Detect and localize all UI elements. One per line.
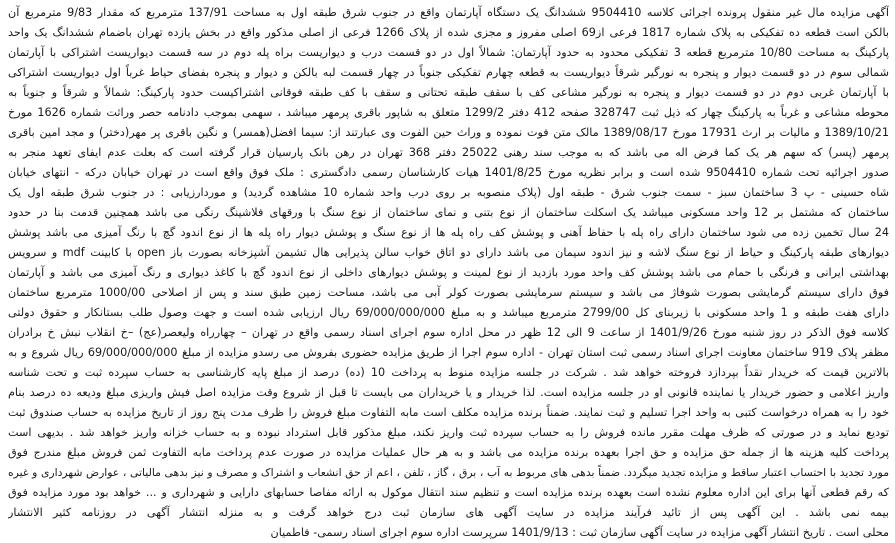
notice-line: 1389/10/21 و مالیات بر ارث 17931 مورخ 1389/08/17 مالک متن فوت نموده و وراث حین الفوت وی عبارتند از: سیما افضل(همسر) و نگین باقری پر مهر(دختر) و مجد امین باقری xyxy=(8,126,889,139)
notice-line: 24 سال تخمین زده می شود ساختمان دارای راه پله با حفاظ آهنی و پوشش کف راه پله ها از نوع سنگ و پوشش دیوار راه پله ها از نوع اندود گچ با رنگ آمیزی می باشد پوشش xyxy=(8,226,889,239)
auction-notice-text xyxy=(8,3,889,543)
notice-line: بالاترین قیمت که خریدار نقداً بپردازد فروخته خواهد شد . شرکت در جلسه مزایده منوط به پرداخت 10 (ده) درصد از مبلغ پایه کارشناسی به حساب سپرده ثبت و تحت شناسه xyxy=(8,366,889,379)
notice-line: تودیع نماید و در صورتی که ظرف مهلت مقرر مانده فروش را به حساب سپرده ثبت واریز نکند، مبلغ مذکور قابل استرداد نبوده و به حساب خزانه واریز خواهد شد . بدیهی است xyxy=(8,426,889,439)
notice-line: شمالی سوم در دو قسمت دیوار و پنجره به نورگیر شرقاً دیواریست به قطعه چهارم تفکیکی جنوباً در چهار قسمت لبه بالکن و دیوار و پنجره بفضای حیاط غرباً اول دیواریست اشتراکی xyxy=(8,66,889,79)
notice-line: مظفر پلاک 919 ساختمان معاونت اجرای اسناد رسمی ثبت استان تهران - اداره سوم اجرا از طریق مزایده حضوری بفروش می رسدو مزایده از مبلغ 69/000/000/000 ریال شروع و به xyxy=(8,346,889,359)
notice-line: صدور اجرائیه تحت شماره 9504410 شده است و برابر نظریه مورخ 1401/8/25 هیات کارشناسان رسمی دادگستری : ملک فوق واقع است در تهران خیابان درکه - انتهای خیابان xyxy=(8,166,889,179)
notice-line: شاه حسینی - پ 3 ساختمان سبز - سمت جنوب شرق - طبقه اول (پلاک منصوبه بر روی درب واحد شماره 10 مشاهده گردید) و موردارزیابی : در جنوب شرق طبقه اول یک xyxy=(8,186,889,199)
notice-line: کلاسه فوق الذکر در روز شنبه مورخ 1401/9/26 از ساعت 9 الی 12 ظهر در محل اداره سوم اجرای اسناد رسمی واقع در تهران – چهارراه ولیعصر(عج) –خ انقلاب نبش خ برادران xyxy=(8,326,889,339)
notice-line: دیوارهای طبقه پارکینگ و حیاط از نوع سنگ لاشه و نیز اندود سیمان می باشد دارای دو اتاق خواب سالن پذیرایی هال تشیمن آشپزخانه بصورت باز open با کابینت mdf و سرویس xyxy=(8,246,889,259)
notice-line: واریز اعلامی و حضور خریدار یا نماینده قانونی او در جلسه مزایده است. لذا خریدار و یا خریداران می بایست تا قبل از شروع وقت مزایده اصل فیش واریزی مبلغ ودیعه ده درصد بنام xyxy=(8,386,889,399)
notice-line: محوطه مشاعی و غرباً به پارکینگ چهار که ذیل ثبت 328747 صفحه 412 دفتر 1299/2 متعلق به شاپور باقری پرمهر میباشد ، سهمی بموجب دادنامه حصر وراثت شماره 1626 مورخ xyxy=(8,106,889,119)
notice-line: مورد تجدید با احتساب اعتبار ساقط و مزایده تجدید میگردد. ضمناً بدهی های مربوط به آب ، برق ، گاز ، تلفن ، اعم از حق انشعاب و اشتراک و مصرف و نیز بدهی مالیاتی ، عوارض شهرداری و غیره xyxy=(8,466,889,479)
notice-line: خود را به همراه درخواست کتبی به واحد اجرا تسلیم و ثبت نمایند. ضمناً برنده مزایده مکلف است مابه التفاوت مبلغ فروش را ظرف مدت پنج روز از تاریخ مزایده به حساب صندوق ثبت xyxy=(8,406,889,419)
notice-line: بالکن است قطعه ده تفکیکی به پلاک شماره 1817 فرعی از69 اصلی مفروز و مجزی شده از پلاک 1266 فرعی از اصلی مذکور واقع در بخش یازده تهران باضمام ششدانگ یک واحد xyxy=(8,26,889,39)
notice-line: که رقم قطعی آنها برای این اداره معلوم نشده است بعهده برنده مزایده است و تنظیم سند انتقال موکول به ارائه مفاصا حسابهای دارایی و شهرداری و ... خواهد بود مورد مزایده فوق xyxy=(8,486,889,499)
notice-line: پرداخت کلیه هزینه ها از جمله حق مزایده و حق اجرا بعهده برنده مزایده می باشد و به هر حال عملیات مزایده در صورت عدم پرداخت مابه التفاوت ثمن فروش مبلغ مندرج فوق xyxy=(8,446,889,459)
notice-line: فوق دارای سیستم گرمایشی بصورت شوفاژ می باشد و سیستم سرمایشی بصورت کولر آبی می باشد، مساحت زمین طبق سند و پس از اصلاحی 1000/00 مترمربع ساختمان xyxy=(8,286,889,299)
notice-line: با آپارتمان غربی دوم در دو قسمت دیوار و پنجره به نورگیر مشاعی کف با سقف طبقه تحتانی و سقف با کف طبقه فوقانی اشتراکیست حدود پارکینگ: شمالاً و شرقاً و جنوباً به xyxy=(8,86,889,99)
notice-line: محلی است . تاریخ انتشار آگهی مزایده در سایت آگهی سازمان ثبت : 1401/9/13 سرپرست اداره سوم اجرای اسناد رسمی- فاطمیان xyxy=(270,526,889,539)
notice-line: پرمهر (پسر) که سهم هر یک کما فرض اله می باشد که به موجب سند رهنی 25022 دفتر 368 تهران در رهن بانک پارسیان قرار گرفته است که بعلت عدم ایفای تعهد منجر به xyxy=(8,146,889,159)
notice-line: آگهی مزایده مال غیر منقول پرونده اجرائی کلاسه 9504410 ششدانگ یک دستگاه آپارتمان واقع در جنوب شرق طبقه اول به مساحت 137/91 مترمربع که مقدار 9/83 مترمربع آن xyxy=(8,6,889,19)
notice-line: ساختمان که مشتمل بر 12 واحد مسکونی میباشد یک اسکلت ساختمان از نوع بتنی و نمای ساختمان از نوع سنگ با ورقهای فلاشینگ رنگی می باشد همچنین قدمت بنا در حدود xyxy=(8,206,889,219)
notice-line: دارای هفت طبقه و 1 واحد مسکونی با زیربنای کل 2799/00 مترمربع میباشد و به مبلغ 69/000/000/000 ریال ارزیابی شده است و جهت وصول طلب بستانکار و حقوق دولتی xyxy=(8,306,889,319)
notice-line: بیمه نمی باشد . این آگهی پس از تائید فرآیند مزایده در سایت آگهی های سازمان ثبت درج خواهد گرفت و به منزله انتشار آگهی در روزنامه کثیر الانتشار xyxy=(8,506,889,519)
notice-line: بهداشتی ایرانی و فرنگی با حمام می باشد پوشش کف واحد مورد بازدید از نوع لمینت و پوشش دیوارهای داخلی از نوع اندود گچ با کاغذ دیواری و رنگ آمیزی می باشد و آپارتمان xyxy=(8,266,889,279)
notice-line: پارکینگ به مساحت 10/80 مترمربع قطعه 3 تفکیکی محدود به حدود آپارتمان: شمالاً اول در دو قسمت درب و دیواریست براه پله دوم در سه قسمت دیواریست اشتراکی با آپارتمان xyxy=(8,46,889,59)
